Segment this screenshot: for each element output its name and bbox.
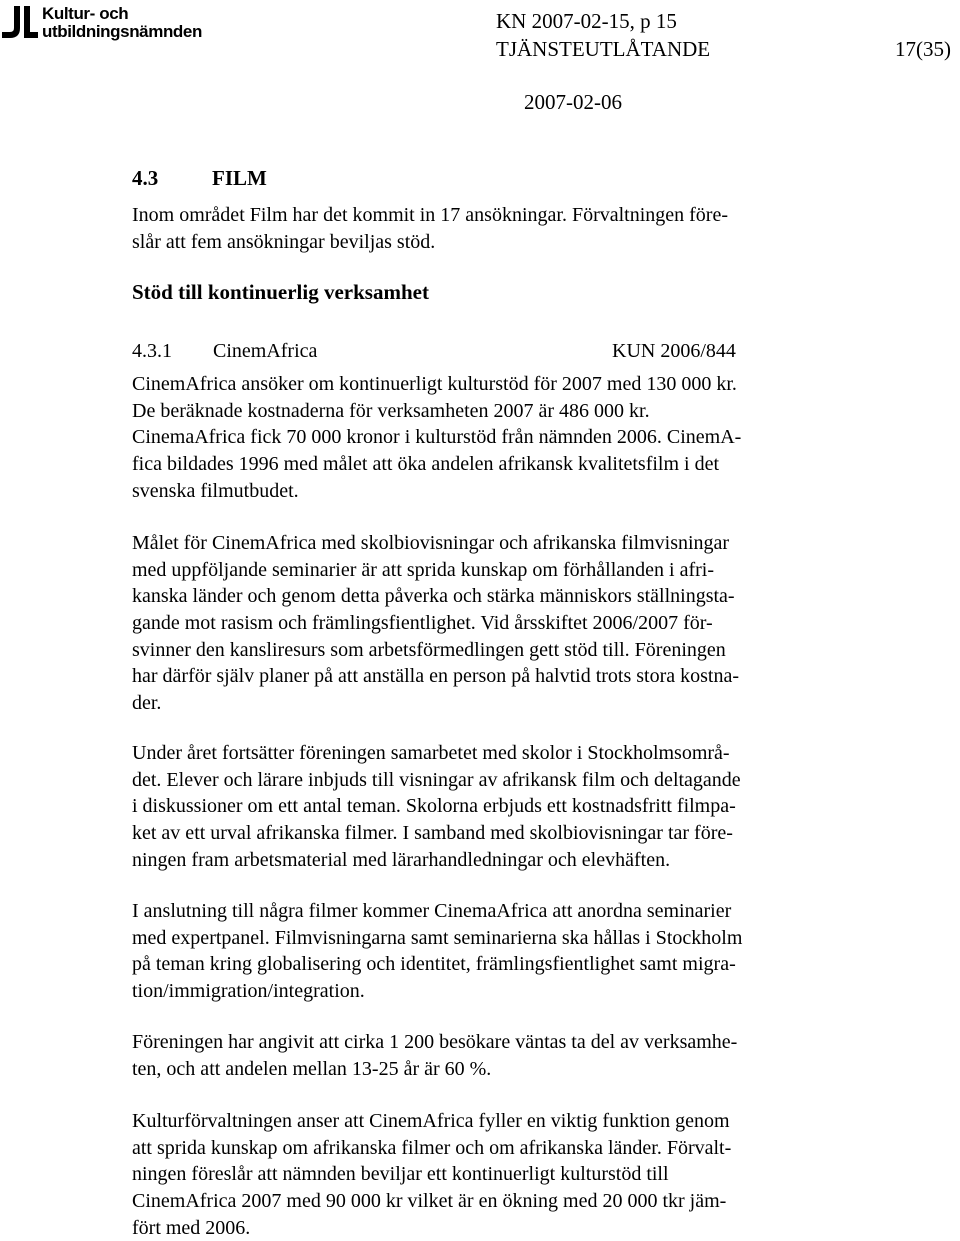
paragraph-goals bbox=[132, 530, 932, 717]
paragraph-line: med uppföljande seminarier är att sprida kunskap om förhållanden i afri- bbox=[132, 558, 715, 581]
intro-line: slår att fem ansökningar beviljas stöd. bbox=[132, 230, 436, 253]
paragraph-line: CinemAfrica ansöker om kontinuerligt kulturstöd för 2007 med 130 000 kr. bbox=[132, 373, 737, 395]
paragraph-line: I anslutning till några filmer kommer CinemaAfrica att anordna seminarier bbox=[132, 900, 732, 922]
paragraph-line: ningen fram arbetsmaterial med lärarhandledningar och elevhäften. bbox=[132, 848, 671, 871]
paragraph-line: svenska filmutbudet. bbox=[132, 479, 299, 502]
paragraph-line: Målet för CinemAfrica med skolbiovisningar och afrikanska filmvisningar bbox=[132, 532, 730, 554]
organization-logo bbox=[0, 4, 240, 44]
paragraph-line: De beräknade kostnaderna för verksamheten 2007 är 486 000 kr. bbox=[132, 399, 650, 422]
item-heading bbox=[132, 340, 832, 367]
paragraph-line: CinemaAfrica fick 70 000 kronor i kulturstöd från nämnden 2006. CinemA- bbox=[132, 426, 742, 449]
logo-mark-icon bbox=[0, 4, 40, 44]
paragraph-line: tion/immigration/integration. bbox=[132, 980, 365, 1003]
paragraph-application bbox=[132, 371, 932, 504]
document-reference: KN 2007-02-15, p 15 bbox=[496, 9, 677, 33]
paragraph-line: gande mot rasism och främlingsfientlighet. Vid årsskiftet 2006/2007 för- bbox=[132, 612, 713, 635]
paragraph-line: Under året fortsätter föreningen samarbetet med skolor i Stockholmsområ- bbox=[132, 742, 730, 764]
section-title: FILM bbox=[212, 166, 267, 190]
paragraph-line: fica bildades 1996 med målet att öka andelen afrikansk kvalitetsfilm i det bbox=[132, 453, 720, 476]
intro-line: Inom området Film har det kommit in 17 ansökningar. Förvaltningen före- bbox=[132, 204, 729, 226]
item-reference: KUN 2006/844 bbox=[612, 340, 736, 362]
paragraph-line: att sprida kunskap om afrikanska filmer och om afrikanska länder. Förvalt- bbox=[132, 1136, 732, 1159]
section-heading bbox=[132, 166, 267, 191]
paragraph-schools bbox=[132, 740, 932, 873]
paragraph-visitors bbox=[132, 1029, 932, 1082]
paragraph-line: i diskussioner om ett antal teman. Skolorna erbjuds ett kostnadsfritt filmpa- bbox=[132, 795, 736, 818]
intro-paragraph bbox=[132, 202, 932, 255]
paragraph-line: ningen föreslår att nämnden beviljar ett kontinuerligt kulturstöd till bbox=[132, 1163, 669, 1186]
paragraph-line: fört med 2006. bbox=[132, 1216, 251, 1239]
paragraph-line: Föreningen har angivit att cirka 1 200 besökare väntas ta del av verksamhe- bbox=[132, 1031, 738, 1053]
logo-text-line2: utbildningsnämnden bbox=[42, 22, 202, 41]
document-date: 2007-02-06 bbox=[524, 90, 622, 114]
paragraph-line: på teman kring globalisering och identitet, främlingsfientlighet samt migra- bbox=[132, 953, 736, 976]
paragraph-line: har därför själv planer på att anställa en person på halvtid trots stora kostna- bbox=[132, 665, 740, 688]
paragraph-line: ket av ett urval afrikanska filmer. I samband med skolbiovisningar tar före- bbox=[132, 822, 733, 845]
document-type: TJÄNSTEUTLÅTANDE bbox=[496, 37, 711, 61]
paragraph-line: svinner den kansliresurs som arbetsförmedlingen gett stöd till. Föreningen bbox=[132, 638, 726, 661]
paragraph-recommendation bbox=[132, 1108, 932, 1241]
paragraph-line: Kulturförvaltningen anser att CinemAfrica fyller en viktig funktion genom bbox=[132, 1110, 730, 1132]
paragraph-line: det. Elever och lärare inbjuds till visningar av afrikansk film och deltagande bbox=[132, 768, 741, 791]
paragraph-line: ten, och att andelen mellan 13-25 år är 60 %. bbox=[132, 1057, 492, 1080]
item-name: CinemAfrica bbox=[213, 340, 318, 362]
section-number: 4.3 bbox=[132, 166, 159, 190]
logo-text-line1: Kultur- och bbox=[42, 4, 129, 23]
paragraph-line: CinemAfrica 2007 med 90 000 kr vilket är en ökning med 20 000 tkr jäm- bbox=[132, 1190, 727, 1213]
paragraph-seminars bbox=[132, 898, 932, 1005]
paragraph-line: der. bbox=[132, 692, 162, 715]
paragraph-line: kanska länder och genom detta påverka och stärka människors ställningsta- bbox=[132, 585, 735, 608]
subheading: Stöd till kontinuerlig verksamhet bbox=[132, 280, 429, 304]
paragraph-line: med expertpanel. Filmvisningarna samt seminarierna ska hållas i Stockholm bbox=[132, 926, 743, 949]
page-number: 17(35) bbox=[895, 37, 951, 61]
item-number: 4.3.1 bbox=[132, 340, 172, 362]
